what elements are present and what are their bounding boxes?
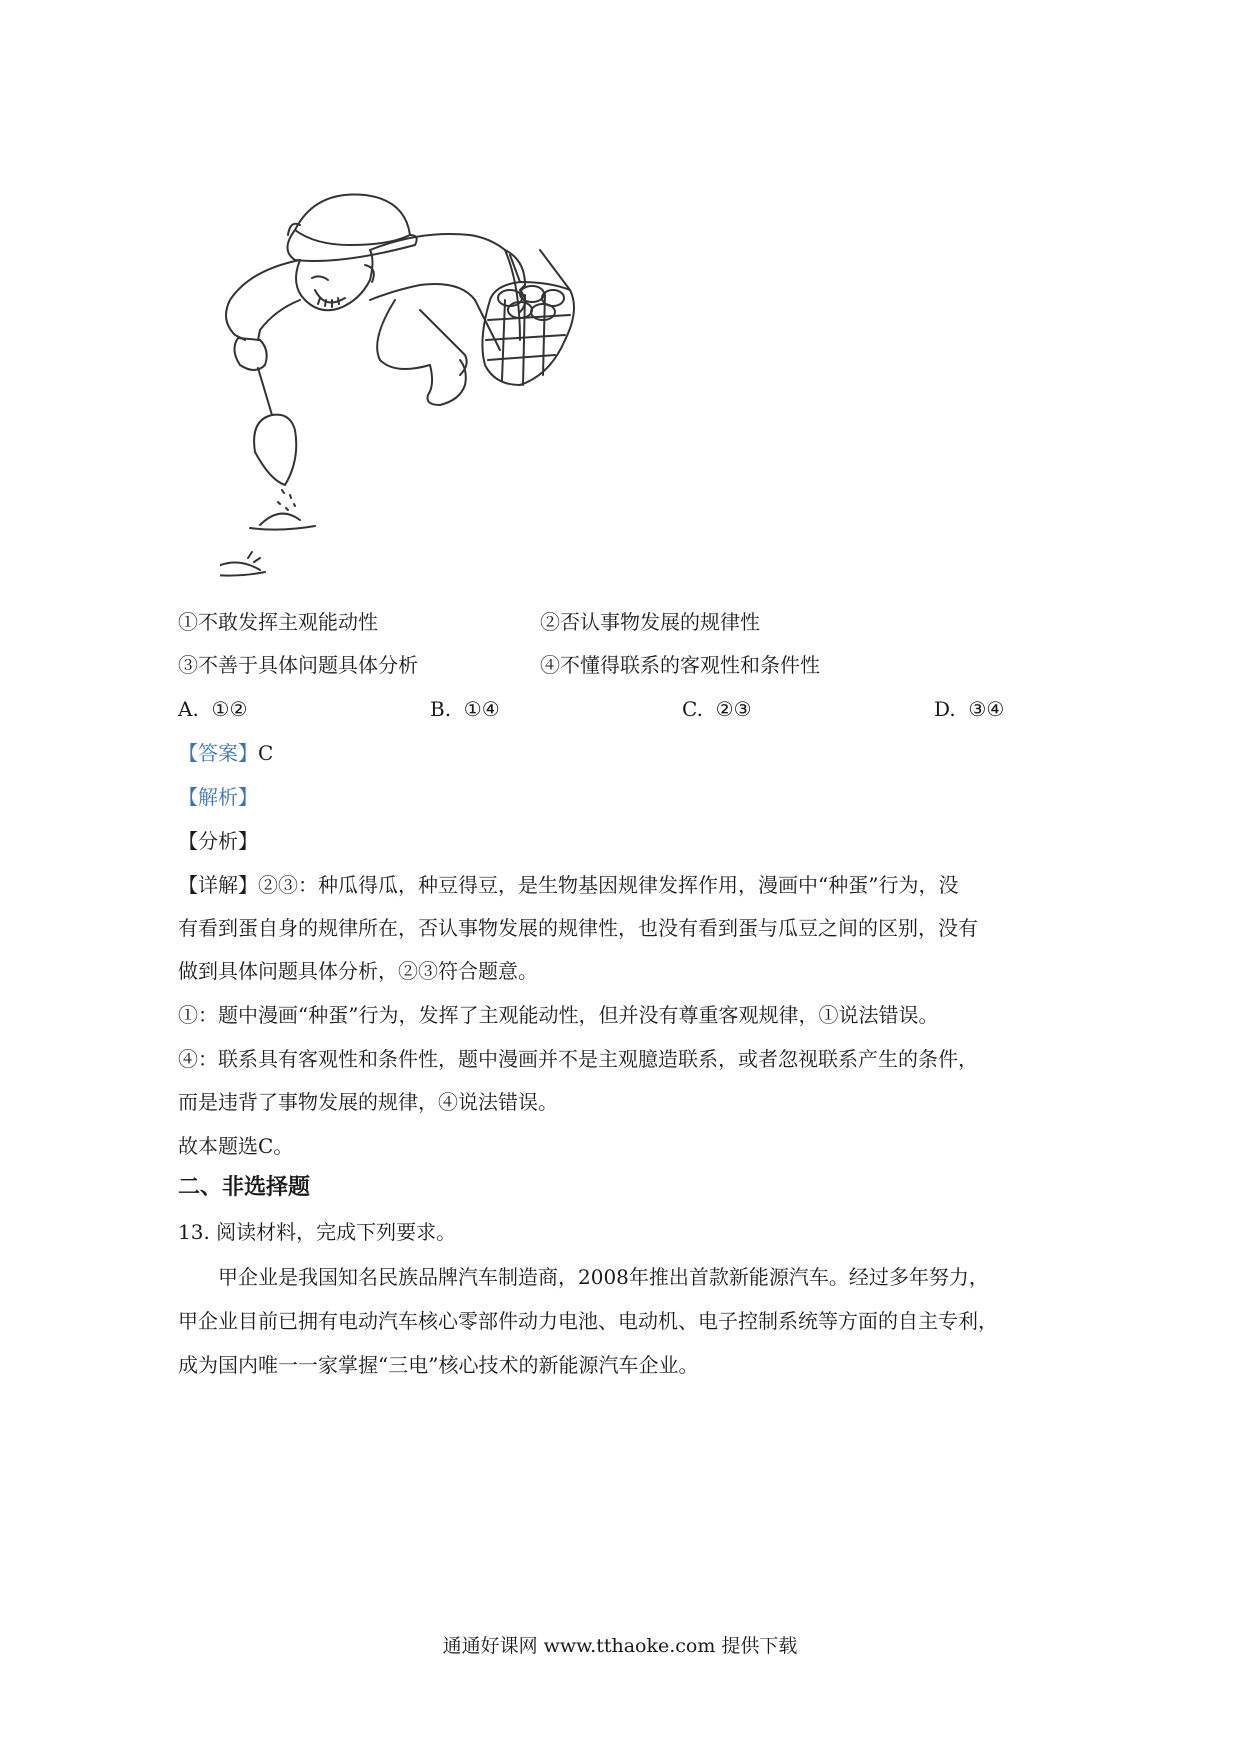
choice-value: ②③ xyxy=(715,697,752,721)
choice-c xyxy=(682,694,752,724)
statement-3: ③不善于具体问题具体分析 xyxy=(178,653,418,677)
detail-line-1 xyxy=(178,870,958,900)
choice-b xyxy=(430,694,500,724)
statement-1: ①不敢发挥主观能动性 xyxy=(178,610,378,634)
farmer-planting-eggs-cartoon xyxy=(220,190,640,660)
detail-line-3: 做到具体问题具体分析，②③符合题意。 xyxy=(178,959,538,983)
detail-tag: 【详解】 xyxy=(178,873,258,897)
answer-value: C xyxy=(258,741,274,765)
material-line-3: 成为国内唯一一家掌握“三电”核心技术的新能源汽车企业。 xyxy=(178,1353,699,1377)
choice-a xyxy=(178,694,247,724)
choice-value: ①④ xyxy=(463,697,500,721)
conclusion: 故本题选C。 xyxy=(178,1134,294,1158)
statement-2: ②否认事物发展的规律性 xyxy=(540,610,760,634)
choice-letter: D. xyxy=(934,697,956,721)
choice-letter: A. xyxy=(178,697,199,721)
statement-4: ④不懂得联系的客观性和条件性 xyxy=(540,653,820,677)
answer-tag: 【答案】 xyxy=(178,741,258,765)
answer-line xyxy=(178,738,273,768)
detail-line-2: 有看到蛋自身的规律所在，否认事物发展的规律性，也没有看到蛋与瓜豆之间的区别，没有 xyxy=(178,916,978,940)
choice-letter: C. xyxy=(682,697,703,721)
footer-text: 通通好课网 www.tthaoke.com 提供下载 xyxy=(442,1635,798,1657)
explanation-4b: 而是违背了事物发展的规律，④说法错误。 xyxy=(178,1090,558,1114)
analysis-line xyxy=(178,782,258,812)
explanation-4a: ④：联系具有客观性和条件性，题中漫画并不是主观臆造联系，或者忽视联系产生的条件， xyxy=(178,1047,978,1071)
question-13: 13. 阅读材料，完成下列要求。 xyxy=(178,1220,457,1244)
material-line-2: 甲企业目前已拥有电动汽车核心零部件动力电池、电动机、电子控制系统等方面的自主专利， xyxy=(178,1309,998,1333)
section-title: 二、非选择题 xyxy=(178,1175,311,1200)
detail-text: ②③：种瓜得瓜，种豆得豆，是生物基因规律发挥作用，漫画中“种蛋”行为，没 xyxy=(258,873,959,897)
choice-letter: B. xyxy=(430,697,452,721)
choice-value: ①② xyxy=(211,697,248,721)
material-line-1: 甲企业是我国知名民族品牌汽车制造商，2008年推出首款新能源汽车。经过多年努力， xyxy=(218,1265,989,1289)
explanation-1: ①：题中漫画“种蛋”行为，发挥了主观能动性，但并没有尊重客观规律，①说法错误。 xyxy=(178,1003,939,1027)
fenxi-line: 【分析】 xyxy=(178,829,258,853)
analysis-tag: 【解析】 xyxy=(178,785,258,809)
choice-value: ③④ xyxy=(968,697,1005,721)
choice-d xyxy=(934,694,1004,724)
